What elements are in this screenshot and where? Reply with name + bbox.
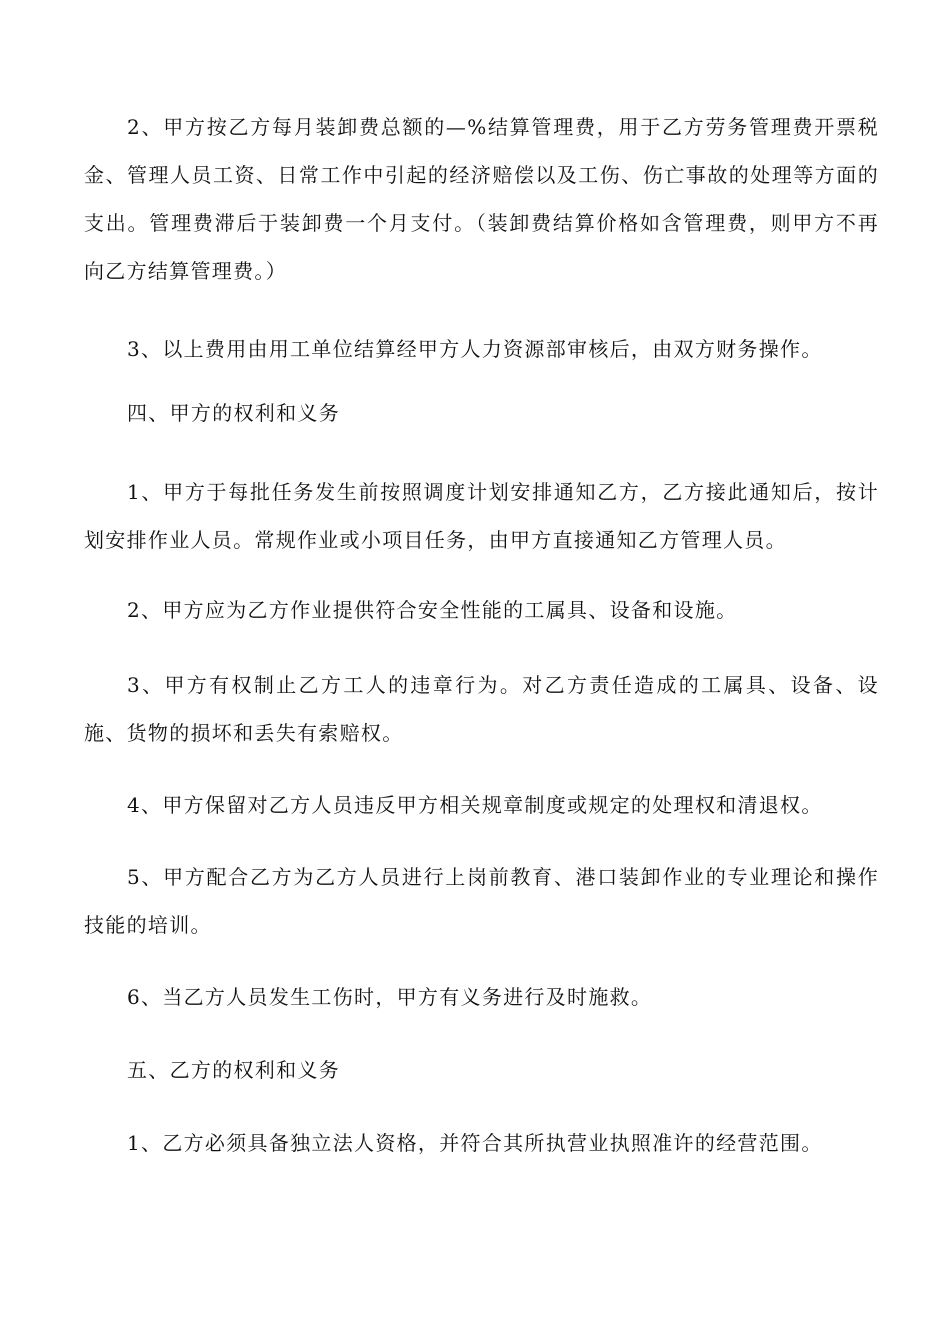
paragraph-equipment: 2、甲方应为乙方作业提供符合安全性能的工属具、设备和设施。 — [127, 598, 738, 622]
paragraph-injury-rescue: 6、当乙方人员发生工伤时，甲方有义务进行及时施救。 — [127, 985, 653, 1009]
paragraph-task-notice: 1、甲方于每批任务发生前按照调度计划安排通知乙方，乙方接此通知后，按计划安排作业人员。常规作业或小项目任务，由甲方直接通知乙方管理人员。 — [84, 480, 879, 552]
paragraph-disposal-right: 4、甲方保留对乙方人员违反甲方相关规章制度或规定的处理权和清退权。 — [127, 793, 823, 817]
paragraph-training: 5、甲方配合乙方为乙方人员进行上岗前教育、港口装卸作业的专业理论和操作技能的培训。 — [84, 865, 879, 937]
paragraph-management-fee: 2、甲方按乙方每月装卸费总额的—%结算管理费，用于乙方劳务管理费开票税金、管理人员工资、日常工作中引起的经济赔偿以及工伤、伤亡事故的处理等方面的支出。管理费滞后于装卸费一个月支付。（装卸费结算价格如含管理费，则甲方不再向乙方结算管理费。） — [84, 115, 879, 283]
section-heading-party-b-rights: 五、乙方的权利和义务 — [127, 1058, 340, 1082]
paragraph-legal-person: 1、乙方必须具备独立法人资格，并符合其所执营业执照准许的经营范围。 — [127, 1131, 823, 1155]
paragraph-fee-review: 3、以上费用由用工单位结算经甲方人力资源部审核后，由双方财务操作。 — [127, 337, 823, 361]
paragraph-violation: 3、甲方有权制止乙方工人的违章行为。对乙方责任造成的工属具、设备、设施、货物的损坏和丢失有索赔权。 — [84, 673, 879, 745]
section-heading-party-a-rights: 四、甲方的权利和义务 — [127, 401, 340, 425]
